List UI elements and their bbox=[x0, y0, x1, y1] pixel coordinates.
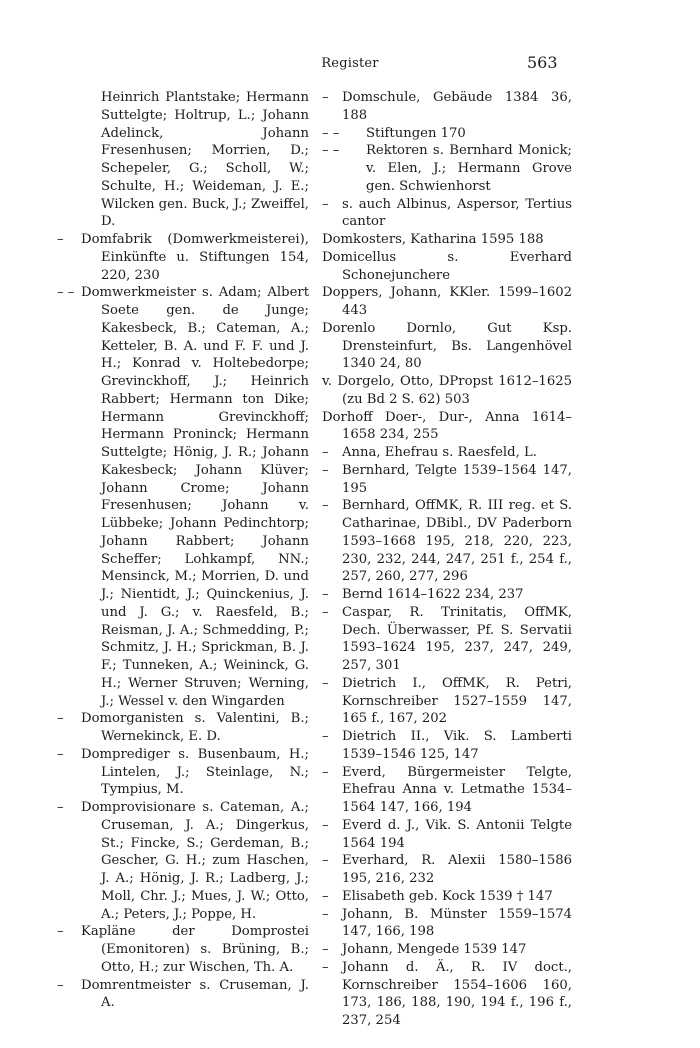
index-entry bbox=[322, 320, 572, 373]
entry-dash: – bbox=[322, 853, 329, 869]
entry-text: Domrentmeister s. Cruseman, J. A. bbox=[81, 977, 309, 1011]
running-title: Register bbox=[321, 56, 379, 71]
index-entry bbox=[57, 284, 309, 710]
index-entry bbox=[322, 959, 572, 1030]
entry-dash: – bbox=[57, 746, 64, 762]
index-entry bbox=[322, 373, 572, 409]
entry-text: Heinrich Plantstake; Hermann Suttelgte; Holtrup, L.; Johann Adelinck, Johann Fresenhusen; Morrien, D.; Schepeler, G.; Scholl, W.; Schulte, H.; Weideman, J. E.; Wilcken gen. Buck, J.; Zweiffel, D. bbox=[101, 90, 309, 230]
index-entry bbox=[57, 799, 309, 923]
entry-dash: – bbox=[322, 906, 329, 922]
index-entry bbox=[57, 89, 309, 231]
entry-dash: – – bbox=[322, 143, 340, 159]
entry-dash: – bbox=[322, 196, 329, 212]
entry-text: Dietrich I., OffMK, R. Petri, Kornschreiber 1527–1559 147, 165 f., 167, 202 bbox=[342, 675, 572, 727]
index-entry bbox=[322, 817, 572, 853]
entry-dash: – bbox=[57, 977, 64, 993]
index-entry bbox=[322, 409, 572, 445]
entry-dash: – bbox=[322, 604, 329, 620]
entry-dash: – bbox=[322, 942, 329, 957]
entry-text: Doppers, Johann, KKler. 1599–1602 443 bbox=[322, 285, 572, 318]
entry-dash: – – bbox=[57, 285, 75, 301]
entry-text: Domprediger s. Busenbaum, H.; Lintelen, J.; Steinlage, N.; Tympius, M. bbox=[81, 746, 309, 798]
entry-text: Kapläne der Domprostei (Emonitoren) s. Brüning, B.; Otto, H.; zur Wischen, Th. A. bbox=[81, 924, 309, 975]
entry-text: s. auch Albinus, Aspersor, Tertius cantor bbox=[342, 196, 572, 230]
entry-dash: – bbox=[322, 729, 329, 744]
index-entry bbox=[322, 675, 572, 728]
entry-text: Domwerkmeister s. Adam; Albert Soete gen. de Junge; Kakesbeck, B.; Cateman, A.; Ketteler, B. A. und F. F. und J. H.; Konrad v. Holtebedorpe; Grevinckhoff, J.; Heinrich Rabbert; Hermann ton Dike; Hermann Grevinckhoff; Hermann Proninck; Hermann Suttelgte; Hönig, J. R.; Johann Kakesbeck; Johann Klüver; Johann Crome; Johann Fresenhusen; Johann v. Lübbeke; Johann Pedinchtorp; Johann Rabbert; Johann Scheffer; Lohkampf, NN.; Mensinck, M.; Morrien, D. und J.; Nientidt, J.; Quinckenius, J. und J. G.; v. Raesfeld, B.; Reisman, J. A.; Schmedding, P.; Schmitz, J. H.; Sprickman, B. J. F.; Tunneken, A.; Weininck, G. H.; Werner Struven; Werning, J.; Wessel v. den Wingarden bbox=[81, 285, 309, 709]
index-entry bbox=[322, 888, 572, 906]
page-number: 563 bbox=[527, 53, 558, 72]
index-entry bbox=[322, 497, 572, 586]
entry-dash: – bbox=[322, 445, 329, 460]
left-column bbox=[57, 89, 309, 1012]
entry-dash: – bbox=[322, 498, 329, 514]
entry-text: Domschule, Gebäude 1384 36, 188 bbox=[342, 90, 572, 123]
entry-text: Dorhoff Doer-, Dur-, Anna 1614–1658 234, 255 bbox=[322, 409, 572, 443]
index-entry bbox=[57, 977, 309, 1013]
entry-dash: – bbox=[322, 817, 329, 833]
entry-dash: – bbox=[322, 888, 329, 904]
index-entry bbox=[322, 231, 572, 249]
index-entry bbox=[322, 284, 572, 320]
entry-text: Everd, Bürgermeister Telgte, Ehefrau Anna v. Letmathe 1534–1564 147, 166, 194 bbox=[342, 764, 572, 815]
index-entry bbox=[322, 142, 572, 195]
entry-text: Bernd 1614–1622 234, 237 bbox=[342, 587, 524, 602]
entry-dash: – bbox=[57, 800, 64, 815]
entry-text: Everhard, R. Alexii 1580–1586 195, 216, 232 bbox=[342, 853, 572, 886]
entry-text: Domorganisten s. Valentini, B.; Wernekinck, E. D. bbox=[81, 711, 309, 744]
entry-text: Elisabeth geb. Kock 1539 † 147 bbox=[342, 888, 553, 904]
entry-dash: – bbox=[322, 462, 329, 478]
entry-text: Dietrich II., Vik. S. Lamberti 1539–1546 125, 147 bbox=[342, 729, 572, 762]
index-entry bbox=[322, 906, 572, 942]
entry-text: Dorenlo Dornlo, Gut Ksp. Drensteinfurt, Bs. Langenhövel 1340 24, 80 bbox=[322, 320, 572, 372]
entry-dash: – bbox=[57, 232, 64, 247]
entry-dash: – bbox=[57, 711, 64, 727]
entry-dash: – – bbox=[322, 125, 340, 141]
entry-text: Domprovisionare s. Cateman, A.; Cruseman, J. A.; Dingerkus, St.; Fincke, S.; Gerdeman, B.; Gescher, G. H.; zum Haschen, J. A.; Hönig, J. R.; Ladberg, J.; Moll, Chr. J.; Mues, J. W.; Otto, A.; Peters, J.; Poppe, H. bbox=[81, 800, 309, 922]
index-entry bbox=[322, 728, 572, 764]
index-entry bbox=[322, 125, 572, 143]
entry-dash: – bbox=[322, 675, 329, 691]
entry-dash: – bbox=[322, 959, 329, 975]
entry-text: Johann, B. Münster 1559–1574 147, 166, 198 bbox=[342, 906, 572, 940]
entry-text: Domfabrik (Domwerkmeisterei), Einkünfte u. Stiftungen 154, 220, 230 bbox=[81, 232, 309, 283]
entry-text: Everd d. J., Vik. S. Antonii Telgte 1564 194 bbox=[342, 817, 572, 851]
index-entry bbox=[322, 852, 572, 888]
entry-dash: – bbox=[322, 587, 329, 602]
entry-text: Anna, Ehefrau s. Raesfeld, L. bbox=[342, 445, 537, 460]
entry-text: Domicellus s. Everhard Schonejunchere bbox=[322, 249, 572, 283]
entry-text: Johann, Mengede 1539 147 bbox=[342, 942, 527, 957]
entry-text: Caspar, R. Trinitatis, OffMK, Dech. Überwasser, Pf. S. Servatii 1593–1624 195, 237, 247, 249, 257, 301 bbox=[342, 604, 572, 673]
index-entry bbox=[322, 196, 572, 232]
index-entry bbox=[57, 231, 309, 284]
index-entry bbox=[322, 586, 572, 604]
right-column bbox=[322, 89, 572, 1030]
entry-text: Rektoren s. Bernhard Monick; v. Elen, J.; Hermann Grove gen. Schwienhorst bbox=[366, 143, 572, 194]
index-entry bbox=[57, 923, 309, 976]
index-entry bbox=[322, 249, 572, 285]
entry-dash: – bbox=[57, 924, 64, 940]
index-entry bbox=[57, 710, 309, 746]
entry-text: Stiftungen 170 bbox=[366, 125, 466, 141]
entry-text: v. Dorgelo, Otto, DPropst 1612–1625 (zu Bd 2 S. 62) 503 bbox=[322, 374, 572, 407]
index-entry bbox=[57, 746, 309, 799]
entry-text: Johann d. Ä., R. IV doct., Kornschreiber 1554–1606 160, 173, 186, 188, 190, 194 f., 196 f., 237, 254 bbox=[342, 959, 572, 1028]
index-entry bbox=[322, 89, 572, 125]
entry-dash: – bbox=[322, 764, 329, 780]
index-entry bbox=[322, 444, 572, 462]
index-entry bbox=[322, 604, 572, 675]
entry-text: Bernhard, OffMK, R. III reg. et S. Catharinae, DBibl., DV Paderborn 1593–1668 195, 218, 220, 223, 230, 232, 244, 247, 251 f., 254 f., 257, 260, 277, 296 bbox=[342, 498, 572, 585]
index-entry bbox=[322, 764, 572, 817]
entry-text: Bernhard, Telgte 1539–1564 147, 195 bbox=[342, 462, 572, 496]
entry-text: Domkosters, Katharina 1595 188 bbox=[322, 232, 544, 247]
index-entry bbox=[322, 941, 572, 959]
index-entry bbox=[322, 462, 572, 498]
entry-dash: – bbox=[322, 90, 329, 105]
